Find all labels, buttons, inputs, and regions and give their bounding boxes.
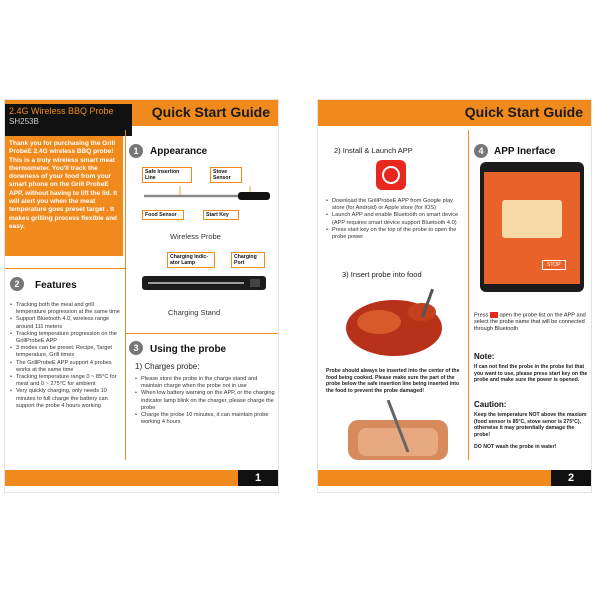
guide-page-1 xyxy=(5,100,278,492)
list-item: • Very quickly charging, only needs 10 minutes to full charge the battery can support the probe 4 hours working xyxy=(10,388,122,410)
list-item: • Tracking temperature progression on the GrillProbeE APP xyxy=(10,331,122,345)
section-title-using-probe: Using the probe xyxy=(150,344,227,355)
list-item: • Launch APP and enable Bluetooth on smart device (APP requires smart device support Bluetooth 4.0) xyxy=(326,212,466,226)
callout-start-key: Start Key xyxy=(203,210,239,220)
list-item: • Charge the probe 10 minutes, it can maintain probe working 4 hours xyxy=(135,412,275,426)
product-title-box xyxy=(5,104,132,136)
features-list xyxy=(10,302,122,410)
divider xyxy=(5,268,125,269)
guide-page-2 xyxy=(318,100,591,492)
insert-title: 3) Insert probe into food xyxy=(342,270,422,279)
list-item: • Tracking temperature range 0 ~ 85°C for meat and 0 ~ 275°C for ambient xyxy=(10,374,122,388)
intro-text: Thank you for purchasing the Grill ProbeE 2.4G wireless BBQ probe! This is a truly wireless smart meat thermometer. You'll track the doneness of your food from your smart phone on the Grill ProbeE APP, without having to lift the lid. It will alert you when the meat temperature goes preset target . It makes grilling process flexible and easy. xyxy=(5,136,123,256)
press-instruction: Press open the probe list on the APP and select the probe name that will be connected through Bluetooth xyxy=(474,312,586,333)
list-item: • Press start key on the top of the probe to open the probe power xyxy=(326,227,466,241)
install-title: 2) Install & Launch APP xyxy=(334,146,413,155)
section-number: 1 xyxy=(129,144,143,158)
model-number: SH253B xyxy=(9,117,39,126)
divider-vertical xyxy=(468,130,469,460)
install-list xyxy=(326,198,466,241)
section-title-features: Features xyxy=(35,280,77,291)
app-icon xyxy=(376,160,406,190)
section-number: 4 xyxy=(474,144,488,158)
caution-wash: DO NOT wash the probe in water! xyxy=(474,444,557,450)
using-list xyxy=(135,376,275,426)
product-title: 2.4G Wireless BBQ Probe xyxy=(9,106,114,116)
page-number: 1 xyxy=(238,470,278,486)
caption-wireless-probe: Wireless Probe xyxy=(170,232,221,241)
page-number: 2 xyxy=(551,470,591,486)
quick-start-heading: Quick Start Guide xyxy=(464,104,583,120)
stop-button: STOP xyxy=(542,260,566,270)
section-title-app-interface: APP Inerface xyxy=(494,146,556,157)
callout-charging-lamp: Charging Indic- ator Lamp xyxy=(167,252,215,268)
divider-vertical xyxy=(125,130,126,460)
list-item: • 3 modes can be preset: Recipe, Target temperature, Grill times xyxy=(10,345,122,359)
section-number: 3 xyxy=(129,341,143,355)
callout-charging-port: Charging Port xyxy=(231,252,265,268)
footer-bar xyxy=(5,470,238,486)
divider xyxy=(125,333,278,334)
caution-title: Caution: xyxy=(474,400,507,409)
subheading-charges-probe: 1) Charges probe: xyxy=(135,362,200,371)
list-item: • Tracking both the meal and grill temperature progression at the same time xyxy=(10,302,122,316)
callout-safe-insertion-line: Safe Insertion Line xyxy=(142,167,192,183)
app-screen xyxy=(484,172,580,284)
callout-food-sensor: Food Sensor xyxy=(142,210,184,220)
section-number: 2 xyxy=(10,277,24,291)
insert-note: Probe should always be inserted into the center of the food being cooked. Please make sure the part of the probe below the safe insertion line being inserted into the food to prevent the probe damaged! xyxy=(326,368,460,394)
list-item: • The GrillProbeE APP support 4 probes works at the same time xyxy=(10,360,122,374)
menu-icon xyxy=(490,312,498,318)
callout-stove-sensor: Stove Sensor xyxy=(210,167,242,183)
section-title-appearance: Appearance xyxy=(150,146,208,157)
footer-bar xyxy=(318,470,551,486)
quick-start-heading: Quick Start Guide xyxy=(151,104,270,120)
list-item: • Download the GrillProbeE APP from Google play store (for Android) or Apple store (for IOS) xyxy=(326,198,466,212)
wireless-probe-image xyxy=(140,186,272,206)
caution-text: Keep the temperature NOT above the maxium (food sensor is 85°C, stove senor is 275°C), otherwise it may protentially damage the probe! xyxy=(474,412,587,438)
charging-stand-image xyxy=(140,272,272,296)
list-item: • Please store the probe in the charge stand and maintain charge when the probe not in use xyxy=(135,376,275,390)
note-text: If can not find the probe in the probe list that you want to use, please press start key on the probe and make sure the power is opened. xyxy=(474,364,588,383)
caption-charging-stand: Charging Stand xyxy=(168,308,221,317)
note-title: Note: xyxy=(474,352,495,361)
list-item: • Support Bluetooth 4.0, wireless range around 111 meters xyxy=(10,316,122,330)
roast-chicken-image xyxy=(334,284,454,362)
meat-cross-section-image xyxy=(348,400,448,460)
phone-screenshot xyxy=(480,162,584,292)
list-item: • When low battery warning on the APP, or the charging indicator lamp blink on the charger, please charge the probe xyxy=(135,390,275,412)
